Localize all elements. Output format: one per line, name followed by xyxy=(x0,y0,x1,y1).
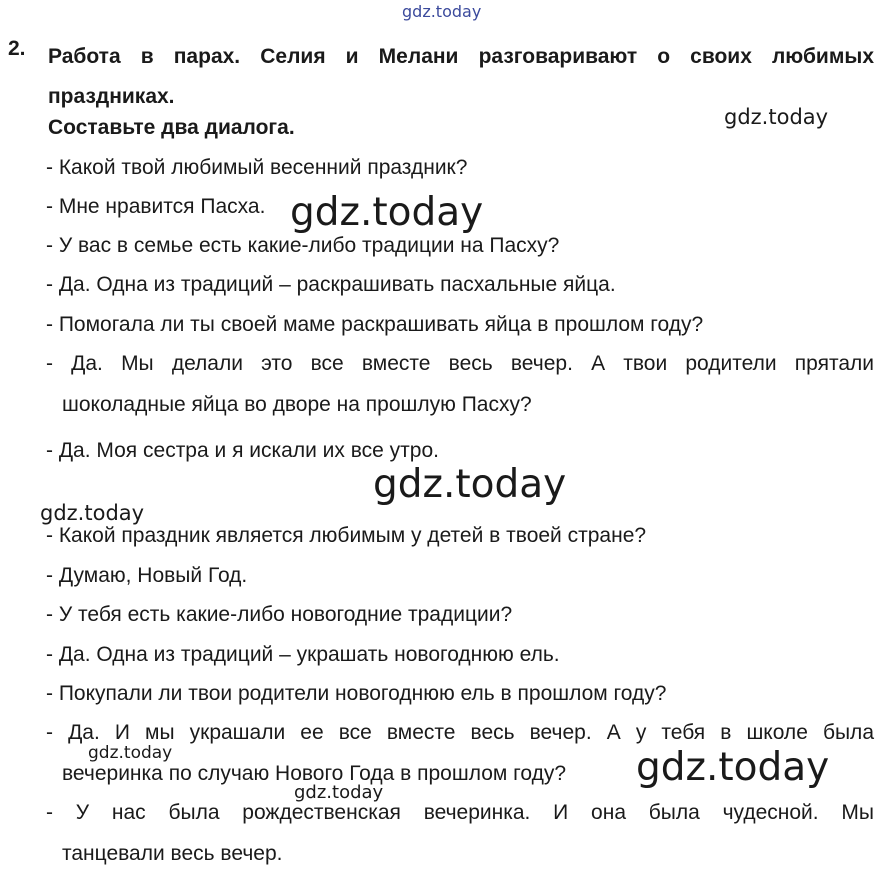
watermark: gdz.today xyxy=(294,782,384,803)
dialogue-line: - У вас в семье есть какие-либо традиции на Пасху? xyxy=(46,234,560,257)
dialogue-line: - Мне нравится Пасха. xyxy=(46,195,266,218)
dialogue-line: - Помогала ли ты своей маме раскрашивать яйца в прошлом году? xyxy=(46,313,704,336)
dialogue-line-continuation: танцевали весь вечер. xyxy=(62,842,283,865)
dialogue-line: - Да. Одна из традиций – украшать новогоднюю ель. xyxy=(46,643,560,666)
dialogue-line: - У нас была рождественская вечеринка. И она была чудесной. Мы xyxy=(46,801,874,824)
watermark-top: gdz.today xyxy=(402,2,482,21)
task-number: 2. xyxy=(8,37,26,60)
watermark: gdz.today xyxy=(373,462,567,507)
dialogue-line: - Думаю, Новый Год. xyxy=(46,564,248,587)
watermark: gdz.today xyxy=(724,105,829,129)
task-subtitle: Составьте два диалога. xyxy=(48,116,295,139)
dialogue-line: - Да. Моя сестра и я искали их все утро. xyxy=(46,439,439,462)
dialogue-line: - Да. И мы украшали ее все вместе весь вечер. А у тебя в школе была xyxy=(46,721,874,744)
dialogue-line: - Какой твой любимый весенний праздник? xyxy=(46,156,468,179)
dialogue-line: - Какой праздник является любимым у детей в твоей стране? xyxy=(46,524,647,547)
dialogue-line-continuation: вечеринка по случаю Нового Года в прошлом году? xyxy=(62,762,566,785)
watermark: gdz.today xyxy=(290,190,484,235)
task-title: Работа в парах. Селия и Мелани разговаривают о своих любимых праздниках. xyxy=(48,45,874,108)
dialogue-line: - Да. Мы делали это все вместе весь вечер. А твои родители прятали xyxy=(46,352,874,375)
watermark: gdz.today xyxy=(88,743,173,763)
watermark: gdz.today xyxy=(636,745,830,790)
dialogue-line: - Покупали ли твои родители новогоднюю ель в прошлом году? xyxy=(46,682,667,705)
watermark: gdz.today xyxy=(40,501,145,525)
dialogue-line: - Да. Одна из традиций – раскрашивать пасхальные яйца. xyxy=(46,273,616,296)
dialogue-line: - У тебя есть какие-либо новогодние традиции? xyxy=(46,603,513,626)
dialogue-line-continuation: шоколадные яйца во дворе на прошлую Пасху? xyxy=(62,393,532,416)
